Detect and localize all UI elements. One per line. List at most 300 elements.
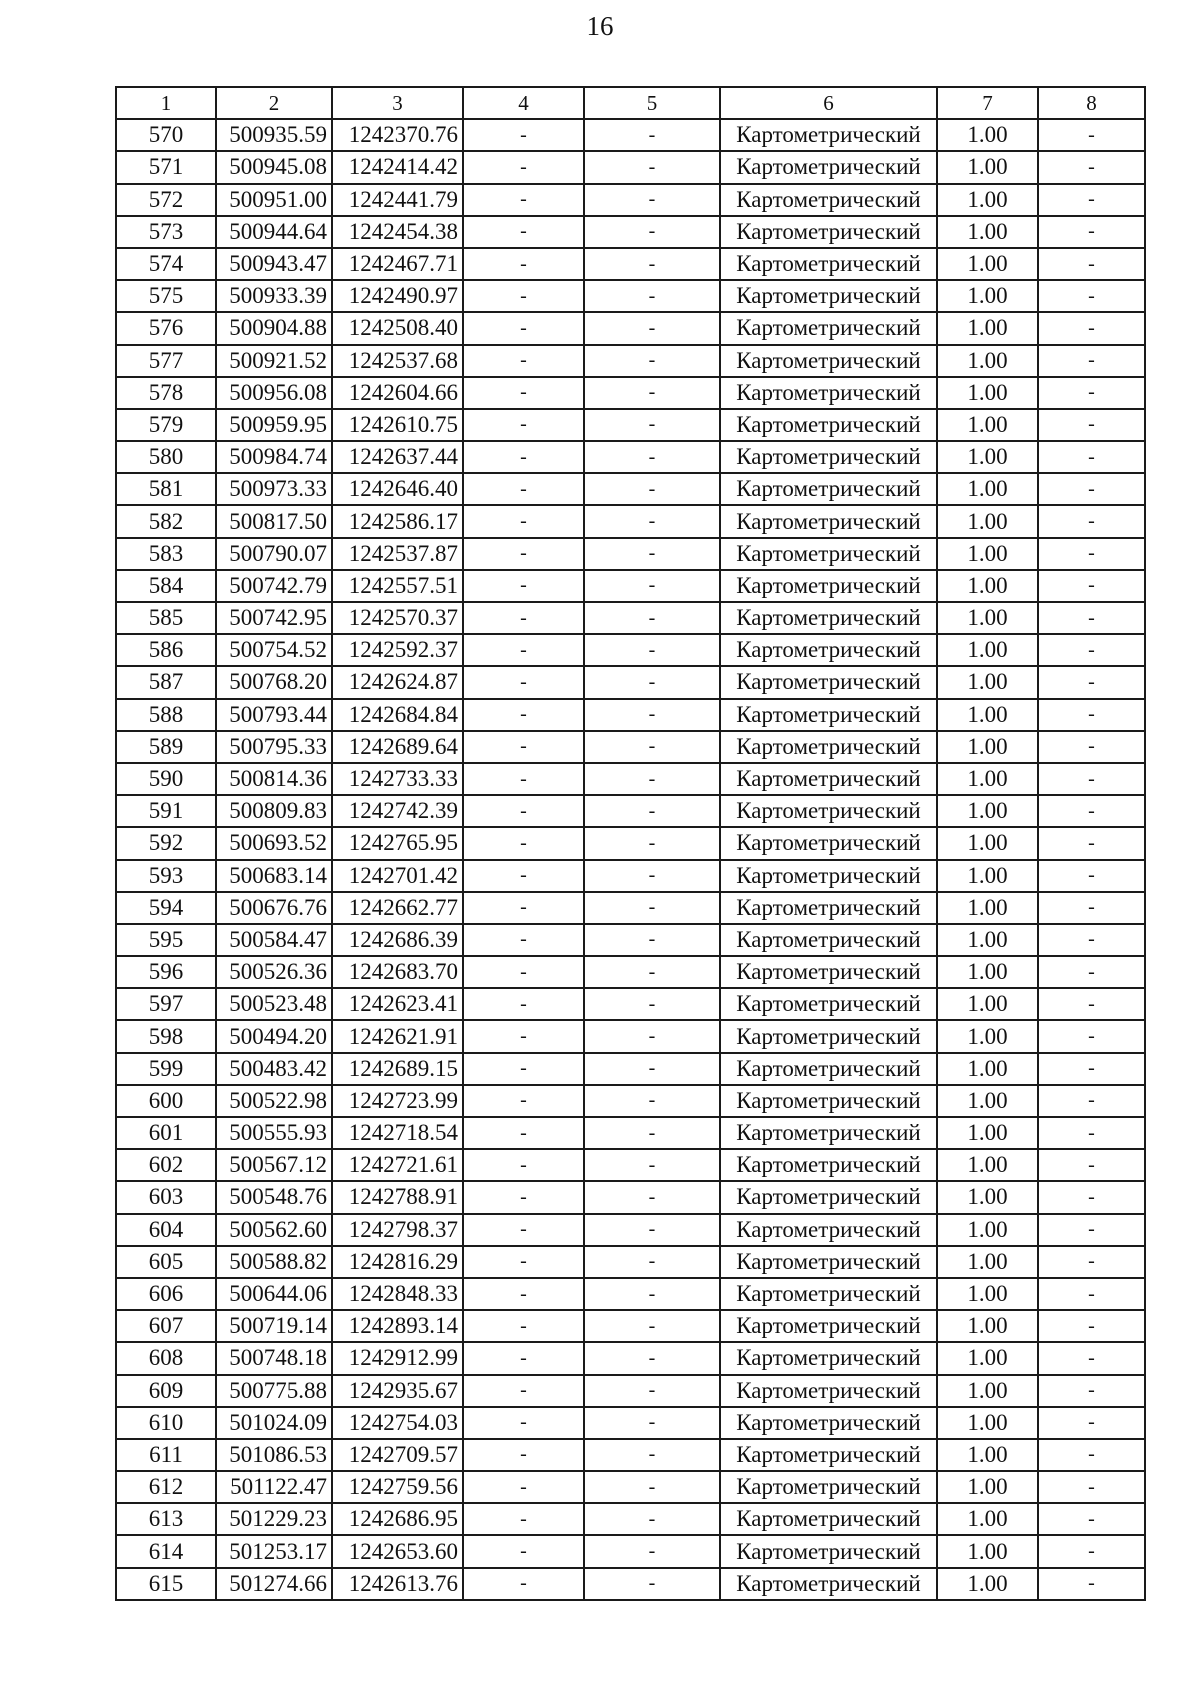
cell-accuracy: 1.00 (937, 1214, 1038, 1246)
cell-point-number: 590 (116, 763, 216, 795)
cell-accuracy: 1.00 (937, 1568, 1038, 1600)
cell-col-8: - (1038, 377, 1145, 409)
cell-col-8: - (1038, 731, 1145, 763)
cell-col-5: - (584, 1085, 720, 1117)
cell-col-5: - (584, 1020, 720, 1052)
cell-col-5: - (584, 151, 720, 183)
cell-col-8: - (1038, 1503, 1145, 1535)
cell-point-number: 610 (116, 1407, 216, 1439)
cell-accuracy: 1.00 (937, 1149, 1038, 1181)
cell-col-4: - (463, 795, 584, 827)
cell-col-4: - (463, 1342, 584, 1374)
cell-col-5: - (584, 1568, 720, 1600)
cell-coord-y: 1242508.40 (332, 312, 463, 344)
cell-accuracy: 1.00 (937, 1246, 1038, 1278)
cell-col-8: - (1038, 1568, 1145, 1600)
cell-coord-y: 1242537.68 (332, 345, 463, 377)
cell-col-5: - (584, 473, 720, 505)
cell-coord-x: 500943.47 (216, 248, 332, 280)
cell-method: Картометрический (720, 184, 937, 216)
cell-col-5: - (584, 1375, 720, 1407)
table-row (116, 1020, 1145, 1052)
cell-coord-x: 500790.07 (216, 538, 332, 570)
cell-method: Картометрический (720, 151, 937, 183)
cell-accuracy: 1.00 (937, 956, 1038, 988)
table-body (116, 119, 1145, 1600)
cell-accuracy: 1.00 (937, 1342, 1038, 1374)
cell-coord-y: 1242610.75 (332, 409, 463, 441)
table-row (116, 570, 1145, 602)
cell-col-5: - (584, 860, 720, 892)
cell-method: Картометрический (720, 699, 937, 731)
cell-accuracy: 1.00 (937, 763, 1038, 795)
cell-col-5: - (584, 699, 720, 731)
table-row (116, 1085, 1145, 1117)
cell-accuracy: 1.00 (937, 699, 1038, 731)
table-row (116, 795, 1145, 827)
cell-point-number: 613 (116, 1503, 216, 1535)
cell-col-4: - (463, 1471, 584, 1503)
cell-method: Картометрический (720, 1149, 937, 1181)
cell-method: Картометрический (720, 570, 937, 602)
cell-point-number: 608 (116, 1342, 216, 1374)
cell-coord-x: 500793.44 (216, 699, 332, 731)
cell-col-4: - (463, 441, 584, 473)
cell-col-8: - (1038, 345, 1145, 377)
cell-method: Картометрический (720, 1085, 937, 1117)
cell-col-4: - (463, 409, 584, 441)
cell-accuracy: 1.00 (937, 827, 1038, 859)
table-row (116, 731, 1145, 763)
cell-coord-x: 500935.59 (216, 119, 332, 151)
cell-col-5: - (584, 1117, 720, 1149)
cell-method: Картометрический (720, 1471, 937, 1503)
table-row (116, 1568, 1145, 1600)
cell-col-8: - (1038, 602, 1145, 634)
table-row (116, 924, 1145, 956)
cell-col-8: - (1038, 1117, 1145, 1149)
cell-coord-x: 500588.82 (216, 1246, 332, 1278)
column-header-6: 6 (720, 87, 937, 119)
cell-point-number: 571 (116, 151, 216, 183)
cell-point-number: 606 (116, 1278, 216, 1310)
table-row (116, 1342, 1145, 1374)
cell-coord-y: 1242414.42 (332, 151, 463, 183)
cell-col-4: - (463, 312, 584, 344)
column-header-8: 8 (1038, 87, 1145, 119)
cell-point-number: 591 (116, 795, 216, 827)
cell-coord-x: 500526.36 (216, 956, 332, 988)
cell-coord-y: 1242742.39 (332, 795, 463, 827)
cell-accuracy: 1.00 (937, 377, 1038, 409)
cell-col-4: - (463, 119, 584, 151)
cell-coord-x: 501122.47 (216, 1471, 332, 1503)
cell-method: Картометрический (720, 345, 937, 377)
cell-col-8: - (1038, 666, 1145, 698)
cell-accuracy: 1.00 (937, 1278, 1038, 1310)
column-header-3: 3 (332, 87, 463, 119)
cell-coord-y: 1242454.38 (332, 216, 463, 248)
table-row (116, 1053, 1145, 1085)
column-header-2: 2 (216, 87, 332, 119)
cell-col-5: - (584, 280, 720, 312)
cell-coord-y: 1242788.91 (332, 1181, 463, 1213)
cell-point-number: 614 (116, 1535, 216, 1567)
cell-method: Картометрический (720, 248, 937, 280)
cell-coord-y: 1242893.14 (332, 1310, 463, 1342)
cell-accuracy: 1.00 (937, 184, 1038, 216)
cell-col-8: - (1038, 634, 1145, 666)
cell-point-number: 595 (116, 924, 216, 956)
cell-col-8: - (1038, 1375, 1145, 1407)
cell-point-number: 599 (116, 1053, 216, 1085)
cell-col-4: - (463, 956, 584, 988)
cell-coord-x: 500795.33 (216, 731, 332, 763)
cell-point-number: 611 (116, 1439, 216, 1471)
cell-col-8: - (1038, 538, 1145, 570)
cell-col-5: - (584, 409, 720, 441)
cell-method: Картометрический (720, 892, 937, 924)
cell-col-8: - (1038, 1020, 1145, 1052)
cell-col-4: - (463, 1085, 584, 1117)
cell-coord-x: 500683.14 (216, 860, 332, 892)
cell-col-8: - (1038, 1342, 1145, 1374)
table-row (116, 151, 1145, 183)
cell-coord-y: 1242624.87 (332, 666, 463, 698)
cell-col-4: - (463, 827, 584, 859)
cell-col-5: - (584, 956, 720, 988)
cell-coord-x: 500548.76 (216, 1181, 332, 1213)
table-row (116, 892, 1145, 924)
cell-coord-y: 1242935.67 (332, 1375, 463, 1407)
cell-point-number: 582 (116, 505, 216, 537)
cell-method: Картометрический (720, 731, 937, 763)
cell-point-number: 573 (116, 216, 216, 248)
cell-accuracy: 1.00 (937, 1020, 1038, 1052)
table-row (116, 1503, 1145, 1535)
cell-col-8: - (1038, 473, 1145, 505)
cell-accuracy: 1.00 (937, 570, 1038, 602)
cell-accuracy: 1.00 (937, 924, 1038, 956)
cell-coord-x: 500814.36 (216, 763, 332, 795)
cell-point-number: 612 (116, 1471, 216, 1503)
cell-col-4: - (463, 184, 584, 216)
cell-coord-y: 1242662.77 (332, 892, 463, 924)
cell-accuracy: 1.00 (937, 860, 1038, 892)
table-row (116, 860, 1145, 892)
cell-accuracy: 1.00 (937, 892, 1038, 924)
table-row (116, 280, 1145, 312)
cell-method: Картометрический (720, 216, 937, 248)
cell-method: Картометрический (720, 1278, 937, 1310)
cell-point-number: 586 (116, 634, 216, 666)
cell-col-4: - (463, 1503, 584, 1535)
cell-col-4: - (463, 1214, 584, 1246)
cell-method: Картометрический (720, 1535, 937, 1567)
table-row (116, 1310, 1145, 1342)
cell-coord-x: 500555.93 (216, 1117, 332, 1149)
cell-coord-y: 1242686.95 (332, 1503, 463, 1535)
cell-coord-x: 500644.06 (216, 1278, 332, 1310)
cell-point-number: 581 (116, 473, 216, 505)
cell-point-number: 574 (116, 248, 216, 280)
cell-col-5: - (584, 731, 720, 763)
cell-point-number: 602 (116, 1149, 216, 1181)
cell-col-5: - (584, 216, 720, 248)
cell-col-4: - (463, 1246, 584, 1278)
table-row (116, 634, 1145, 666)
cell-col-4: - (463, 892, 584, 924)
table-row (116, 1149, 1145, 1181)
cell-accuracy: 1.00 (937, 1181, 1038, 1213)
cell-col-8: - (1038, 1181, 1145, 1213)
table-row (116, 473, 1145, 505)
cell-col-8: - (1038, 409, 1145, 441)
cell-coord-y: 1242689.64 (332, 731, 463, 763)
cell-col-4: - (463, 151, 584, 183)
cell-col-4: - (463, 763, 584, 795)
cell-col-5: - (584, 1503, 720, 1535)
cell-col-5: - (584, 345, 720, 377)
cell-coord-y: 1242467.71 (332, 248, 463, 280)
cell-col-4: - (463, 1310, 584, 1342)
cell-accuracy: 1.00 (937, 312, 1038, 344)
cell-col-4: - (463, 602, 584, 634)
table-row (116, 409, 1145, 441)
cell-coord-y: 1242637.44 (332, 441, 463, 473)
cell-col-4: - (463, 570, 584, 602)
cell-col-4: - (463, 1535, 584, 1567)
cell-col-5: - (584, 312, 720, 344)
table-row (116, 1407, 1145, 1439)
column-header-4: 4 (463, 87, 584, 119)
cell-col-5: - (584, 1149, 720, 1181)
cell-point-number: 597 (116, 988, 216, 1020)
cell-coord-y: 1242733.33 (332, 763, 463, 795)
cell-point-number: 604 (116, 1214, 216, 1246)
cell-coord-x: 500944.64 (216, 216, 332, 248)
column-header-5: 5 (584, 87, 720, 119)
cell-coord-y: 1242765.95 (332, 827, 463, 859)
cell-method: Картометрический (720, 795, 937, 827)
cell-col-4: - (463, 731, 584, 763)
cell-accuracy: 1.00 (937, 248, 1038, 280)
cell-col-4: - (463, 1117, 584, 1149)
cell-col-4: - (463, 1181, 584, 1213)
cell-point-number: 609 (116, 1375, 216, 1407)
page-number: 16 (586, 11, 614, 41)
cell-point-number: 576 (116, 312, 216, 344)
cell-coord-y: 1242441.79 (332, 184, 463, 216)
cell-coord-x: 500676.76 (216, 892, 332, 924)
cell-coord-y: 1242816.29 (332, 1246, 463, 1278)
cell-col-4: - (463, 666, 584, 698)
cell-coord-x: 500768.20 (216, 666, 332, 698)
cell-coord-x: 500933.39 (216, 280, 332, 312)
cell-coord-y: 1242721.61 (332, 1149, 463, 1181)
cell-accuracy: 1.00 (937, 473, 1038, 505)
cell-method: Картометрический (720, 377, 937, 409)
cell-method: Картометрический (720, 505, 937, 537)
cell-col-8: - (1038, 1085, 1145, 1117)
column-header-1: 1 (116, 87, 216, 119)
cell-col-5: - (584, 924, 720, 956)
cell-coord-x: 500775.88 (216, 1375, 332, 1407)
cell-coord-y: 1242490.97 (332, 280, 463, 312)
cell-col-8: - (1038, 216, 1145, 248)
cell-coord-y: 1242718.54 (332, 1117, 463, 1149)
cell-col-5: - (584, 248, 720, 280)
table-row (116, 1181, 1145, 1213)
cell-coord-x: 500584.47 (216, 924, 332, 956)
cell-col-4: - (463, 280, 584, 312)
cell-col-5: - (584, 988, 720, 1020)
cell-coord-y: 1242537.87 (332, 538, 463, 570)
cell-accuracy: 1.00 (937, 119, 1038, 151)
cell-coord-y: 1242621.91 (332, 1020, 463, 1052)
cell-col-8: - (1038, 184, 1145, 216)
cell-point-number: 570 (116, 119, 216, 151)
cell-col-8: - (1038, 248, 1145, 280)
cell-coord-y: 1242701.42 (332, 860, 463, 892)
cell-col-5: - (584, 1246, 720, 1278)
cell-accuracy: 1.00 (937, 151, 1038, 183)
cell-accuracy: 1.00 (937, 1085, 1038, 1117)
cell-point-number: 593 (116, 860, 216, 892)
table-row (116, 956, 1145, 988)
cell-method: Картометрический (720, 827, 937, 859)
table-row (116, 441, 1145, 473)
cell-coord-y: 1242689.15 (332, 1053, 463, 1085)
cell-col-5: - (584, 1471, 720, 1503)
cell-method: Картометрический (720, 441, 937, 473)
cell-col-4: - (463, 924, 584, 956)
coordinates-table (115, 86, 1146, 1601)
cell-point-number: 579 (116, 409, 216, 441)
cell-coord-y: 1242754.03 (332, 1407, 463, 1439)
cell-coord-y: 1242646.40 (332, 473, 463, 505)
cell-coord-x: 500984.74 (216, 441, 332, 473)
cell-coord-x: 501274.66 (216, 1568, 332, 1600)
cell-col-8: - (1038, 441, 1145, 473)
cell-accuracy: 1.00 (937, 634, 1038, 666)
cell-method: Картометрический (720, 634, 937, 666)
cell-method: Картометрический (720, 538, 937, 570)
cell-accuracy: 1.00 (937, 1117, 1038, 1149)
cell-col-4: - (463, 860, 584, 892)
cell-accuracy: 1.00 (937, 666, 1038, 698)
cell-method: Картометрический (720, 1439, 937, 1471)
cell-col-4: - (463, 699, 584, 731)
cell-accuracy: 1.00 (937, 216, 1038, 248)
cell-coord-x: 501229.23 (216, 1503, 332, 1535)
cell-point-number: 585 (116, 602, 216, 634)
table-row (116, 216, 1145, 248)
cell-coord-y: 1242586.17 (332, 505, 463, 537)
cell-coord-x: 501086.53 (216, 1439, 332, 1471)
cell-col-8: - (1038, 924, 1145, 956)
cell-accuracy: 1.00 (937, 1310, 1038, 1342)
cell-coord-x: 500809.83 (216, 795, 332, 827)
cell-col-8: - (1038, 795, 1145, 827)
table-row (116, 763, 1145, 795)
cell-col-4: - (463, 634, 584, 666)
cell-method: Картометрический (720, 1375, 937, 1407)
cell-col-5: - (584, 377, 720, 409)
cell-method: Картометрический (720, 409, 937, 441)
cell-coord-y: 1242613.76 (332, 1568, 463, 1600)
table-row (116, 1214, 1145, 1246)
cell-col-5: - (584, 441, 720, 473)
cell-col-8: - (1038, 827, 1145, 859)
cell-point-number: 572 (116, 184, 216, 216)
table-row (116, 184, 1145, 216)
table-row (116, 1471, 1145, 1503)
cell-accuracy: 1.00 (937, 988, 1038, 1020)
cell-col-8: - (1038, 280, 1145, 312)
cell-accuracy: 1.00 (937, 345, 1038, 377)
cell-col-8: - (1038, 151, 1145, 183)
cell-point-number: 583 (116, 538, 216, 570)
column-header-7: 7 (937, 87, 1038, 119)
cell-col-5: - (584, 1214, 720, 1246)
table-row (116, 377, 1145, 409)
cell-method: Картометрический (720, 1407, 937, 1439)
cell-coord-x: 500483.42 (216, 1053, 332, 1085)
cell-col-4: - (463, 345, 584, 377)
cell-coord-y: 1242686.39 (332, 924, 463, 956)
table-row (116, 248, 1145, 280)
cell-coord-x: 501253.17 (216, 1535, 332, 1567)
cell-coord-x: 500742.95 (216, 602, 332, 634)
cell-coord-x: 500945.08 (216, 151, 332, 183)
cell-coord-y: 1242557.51 (332, 570, 463, 602)
cell-col-8: - (1038, 1439, 1145, 1471)
cell-col-8: - (1038, 119, 1145, 151)
cell-col-4: - (463, 538, 584, 570)
cell-coord-y: 1242592.37 (332, 634, 463, 666)
cell-col-8: - (1038, 1214, 1145, 1246)
cell-coord-y: 1242570.37 (332, 602, 463, 634)
cell-col-8: - (1038, 763, 1145, 795)
cell-coord-x: 500817.50 (216, 505, 332, 537)
cell-point-number: 605 (116, 1246, 216, 1278)
cell-coord-x: 500748.18 (216, 1342, 332, 1374)
cell-col-5: - (584, 795, 720, 827)
cell-accuracy: 1.00 (937, 441, 1038, 473)
cell-coord-x: 500719.14 (216, 1310, 332, 1342)
cell-method: Картометрический (720, 956, 937, 988)
cell-col-4: - (463, 1407, 584, 1439)
table-row (116, 345, 1145, 377)
cell-coord-x: 501024.09 (216, 1407, 332, 1439)
cell-method: Картометрический (720, 1310, 937, 1342)
cell-col-8: - (1038, 1246, 1145, 1278)
cell-col-8: - (1038, 956, 1145, 988)
cell-accuracy: 1.00 (937, 795, 1038, 827)
cell-point-number: 594 (116, 892, 216, 924)
cell-accuracy: 1.00 (937, 1439, 1038, 1471)
cell-method: Картометрический (720, 119, 937, 151)
cell-coord-y: 1242653.60 (332, 1535, 463, 1567)
table-row (116, 1375, 1145, 1407)
cell-point-number: 577 (116, 345, 216, 377)
cell-accuracy: 1.00 (937, 280, 1038, 312)
cell-accuracy: 1.00 (937, 409, 1038, 441)
cell-col-4: - (463, 1053, 584, 1085)
cell-col-4: - (463, 1439, 584, 1471)
cell-col-5: - (584, 602, 720, 634)
